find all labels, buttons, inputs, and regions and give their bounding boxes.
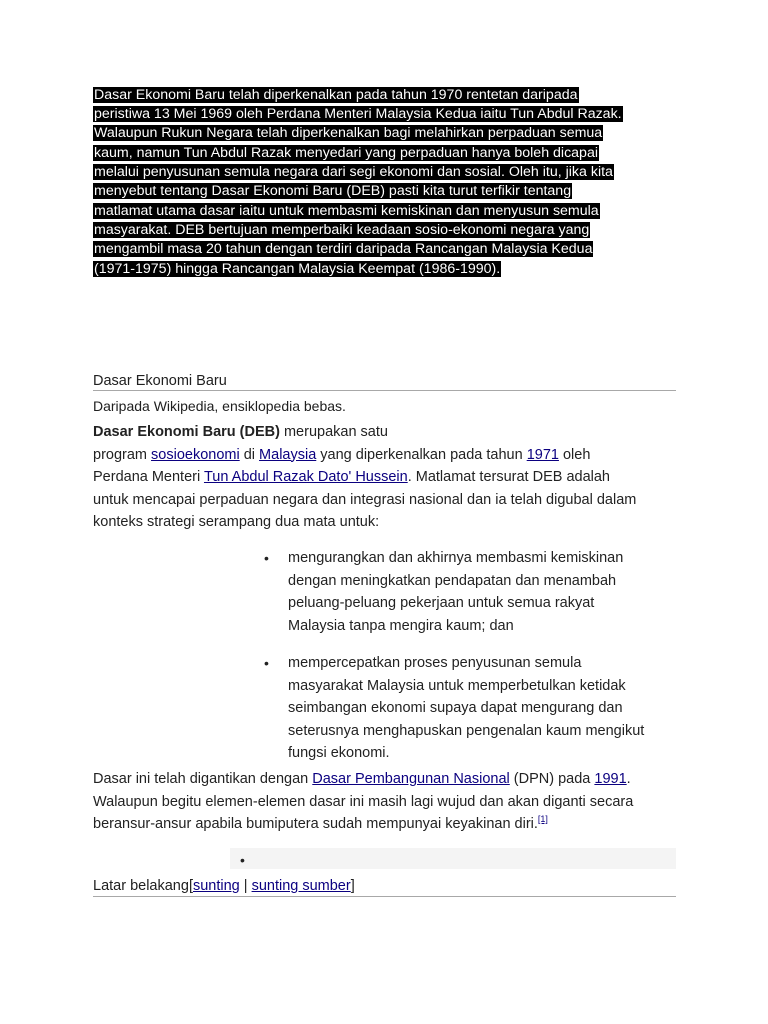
intro-line: Dasar Ekonomi Baru telah diperkenalkan pada tahun 1970 rentetan daripada xyxy=(94,87,578,103)
section-divider xyxy=(93,896,676,897)
intro-line: Walaupun Rukun Negara telah diperkenalkan bagi melahirkan perpaduan semua xyxy=(94,125,603,141)
section-title: Latar belakang xyxy=(93,878,189,894)
empty-list-bar xyxy=(230,848,676,869)
lead-line-1: Dasar Ekonomi Baru (DEB) merupakan satu xyxy=(93,424,388,440)
list-bullet: • xyxy=(264,550,269,566)
intro-line: masyarakat. DEB bertujuan memperbaiki keadaan sosio-ekonomi negara yang xyxy=(94,222,590,238)
intro-line: peristiwa 13 Mei 1969 oleh Perdana Menteri Malaysia Kedua iaitu Tun Abdul Razak. xyxy=(94,106,622,122)
title-divider xyxy=(93,390,676,391)
lead-line-2: program sosioekonomi di Malaysia yang diperkenalkan pada tahun 1971 oleh xyxy=(93,446,591,463)
reference-superscript xyxy=(538,814,548,824)
link-1991[interactable]: 1991 xyxy=(594,771,627,787)
lead-line-5: konteks strategi serampang dua mata untuk: xyxy=(93,514,380,530)
link-sosioekonomi[interactable]: sosioekonomi xyxy=(151,446,240,463)
list-item: mengurangkan dan akhirnya membasmi kemiskinan dengan meningkatkan pendapatan dan menambah peluang-peluang pekerjaan untuk semua rakyat Malaysia tanpa mengira kaum; dan xyxy=(288,550,624,634)
replacement-line-2: Walaupun begitu elemen-elemen dasar ini masih lagi wujud dan akan diganti secara xyxy=(93,793,634,810)
link-dasar-pembangunan-nasional[interactable]: Dasar Pembangunan Nasional xyxy=(312,771,510,787)
lead-line-3: Perdana Menteri Tun Abdul Razak Dato' Hussein. Matlamat tersurat DEB adalah xyxy=(93,469,610,485)
replacement-line-3: beransur-ansur apabila bumiputera sudah mempunyai keyakinan diri.[1] xyxy=(93,814,548,832)
link-1971[interactable]: 1971 xyxy=(526,446,559,463)
article-title: Dasar Ekonomi Baru xyxy=(93,373,227,389)
article-subtitle: Daripada Wikipedia, ensiklopedia bebas. xyxy=(93,398,346,414)
replacement-paragraph xyxy=(93,768,683,836)
link-malaysia[interactable]: Malaysia xyxy=(259,446,317,463)
section-heading: Latar belakang[sunting | sunting sumber] xyxy=(93,878,355,894)
intro-line: (1971-1975) hingga Rancangan Malaysia Keempat (1986-1990). xyxy=(94,261,501,277)
lead-line-4: untuk mencapai perpaduan negara dan integrasi nasional dan ia telah digubal dalam xyxy=(93,491,637,508)
lead-bold-term: Dasar Ekonomi Baru (DEB) xyxy=(93,424,280,440)
list-bullet: • xyxy=(264,655,269,671)
edit-source-link[interactable]: sunting sumber xyxy=(251,878,351,894)
edit-link[interactable]: sunting xyxy=(192,878,240,894)
intro-line: menyebut tentang Dasar Ekonomi Baru (DEB) pasti kita turut terfikir tentang xyxy=(94,183,572,199)
list-bullet: • xyxy=(240,852,245,868)
replacement-line-1: Dasar ini telah digantikan dengan Dasar Pembangunan Nasional (DPN) pada 1991. xyxy=(93,771,631,787)
reference-link[interactable]: [1] xyxy=(537,814,548,825)
intro-line: kaum, namun Tun Abdul Razak menyedari yang perpaduan hanya boleh dicapai xyxy=(94,145,598,161)
intro-line: mengambil masa 20 tahun dengan terdiri daripada Rancangan Malaysia Kedua xyxy=(94,241,593,257)
intro-line: melalui penyusunan semula negara dari segi ekonomi dan sosial. Oleh itu, jika kita xyxy=(94,164,613,180)
intro-line: matlamat utama dasar iaitu untuk membasmi kemiskinan dan menyusun semula xyxy=(94,203,599,219)
link-tun-abdul-razak[interactable]: Tun Abdul Razak Dato' Hussein xyxy=(203,469,408,485)
list-item: mempercepatkan proses penyusunan semula masyarakat Malaysia untuk memperbetulkan ketidak seimbangan ekonomi supaya dapat mengurang dan seterusnya menghapuskan pengenalan kaum mengikut fungsi ekonomi. xyxy=(288,655,645,761)
lead-paragraph xyxy=(93,421,683,534)
